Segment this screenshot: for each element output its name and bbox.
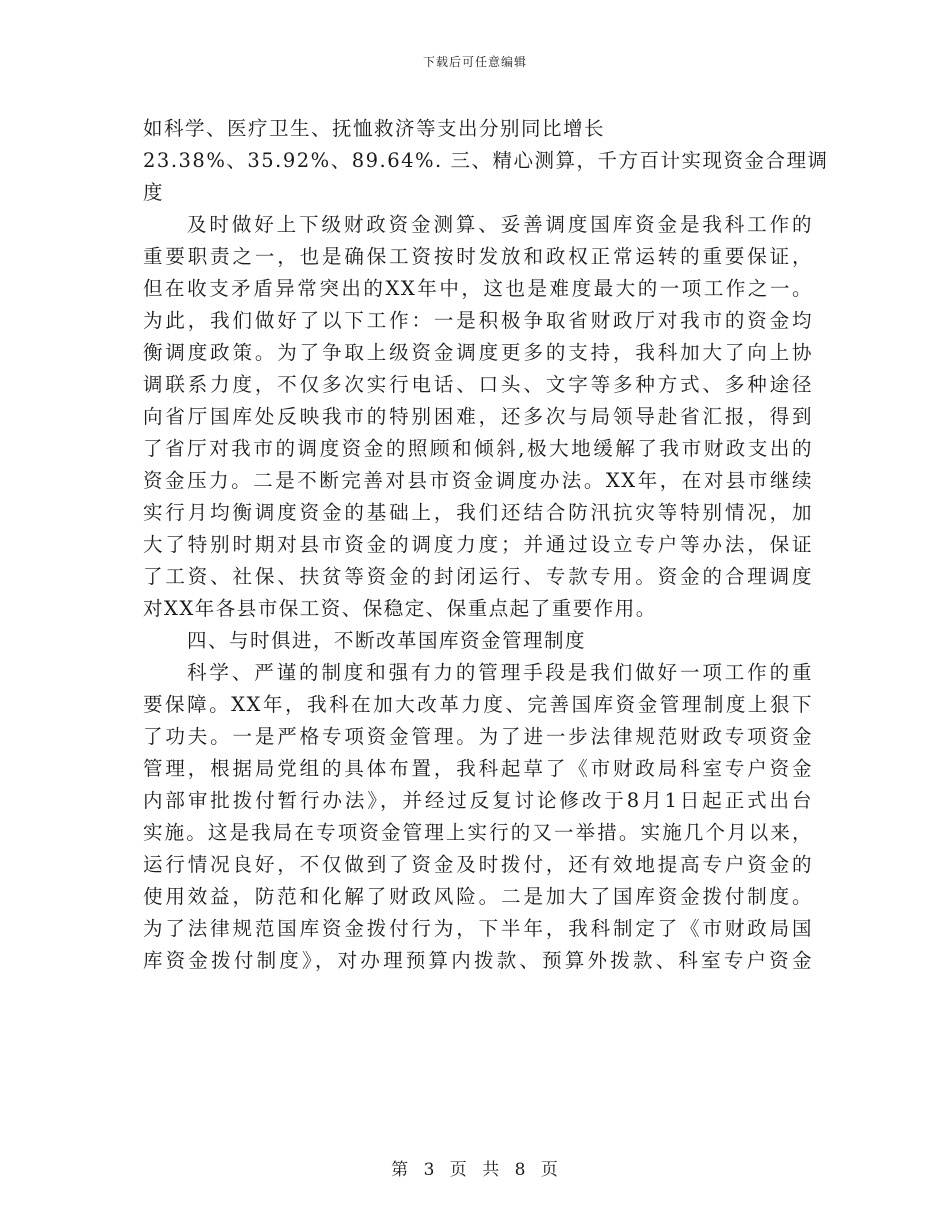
text-line: 为此，我们做好了以下工作：一是积极争取省财政厅对我市的资金均 [143, 309, 813, 332]
text-line: 资金压力。二是不断完善对县市资金调度办法。XX年，在对县市继续 [143, 469, 813, 492]
text-line: 实行月均衡调度资金的基础上，我们还结合防汛抗灾等特别情况，加 [143, 501, 813, 524]
paragraph-first-line: 科学、严谨的制度和强有力的管理手段是我们做好一项工作的重 [187, 661, 813, 684]
text-line: 衡调度政策。为了争取上级资金调度更多的支持，我科加大了向上协 [143, 341, 813, 364]
text-line: 使用效益，防范和化解了财政风险。二是加大了国库资金拨付制度。 [143, 885, 813, 908]
text-line: 管理，根据局党组的具体布置，我科起草了《市财政局科室专户资金 [143, 757, 813, 780]
text-line: 调联系力度，不仅多次实行电话、口头、文字等多种方式、多种途径 [143, 373, 813, 396]
text-line: 对XX年各县市保工资、保稳定、保重点起了重要作用。 [143, 597, 657, 620]
text-line: 如科学、医疗卫生、抚恤救济等支出分别同比增长 [143, 117, 606, 140]
text-line: 要保障。XX年，我科在加大改革力度、完善国库资金管理制度上狠下 [143, 693, 813, 716]
text-line: 重要职责之一，也是确保工资按时发放和政权正常运转的重要保证， [143, 245, 813, 268]
text-line: 为了法律规范国库资金拨付行为，下半年，我科制定了《市财政局国 [143, 917, 813, 940]
text-line: 向省厅国库处反映我市的特别困难，还多次与局领导赴省汇报，得到 [143, 405, 813, 428]
page-label-total: 共 [482, 1160, 501, 1180]
text-line: 大了特别时期对县市资金的调度力度；并通过设立专户等办法，保证 [143, 533, 813, 556]
section-heading: 四、与时俱进，不断改革国库资金管理制度 [187, 629, 587, 652]
text-line: 了功夫。一是严格专项资金管理。为了进一步法律规范财政专项资金 [143, 725, 813, 748]
document-body [143, 113, 829, 977]
page-label-prefix: 第 [391, 1160, 410, 1180]
page-footer [0, 1155, 950, 1180]
text-line: 度 [143, 181, 165, 204]
text-line: 了省厅对我市的调度资金的照顾和倾斜,极大地缓解了我市财政支出的 [143, 437, 813, 460]
page-label-mid: 页 [449, 1160, 468, 1180]
current-page-number: 3 [423, 1160, 436, 1180]
text-line: 运行情况良好，不仅做到了资金及时拨付，还有效地提高专户资金的 [143, 853, 813, 876]
text-line: 但在收支矛盾异常突出的XX年中，这也是难度最大的一项工作之一。 [143, 277, 813, 300]
total-page-number: 8 [514, 1160, 527, 1180]
page-header: 下载后可任意编辑 [422, 55, 527, 69]
paragraph-first-line: 及时做好上下级财政资金测算、妥善调度国库资金是我科工作的 [187, 213, 813, 236]
text-line: 实施。这是我局在专项资金管理上实行的又一举措。实施几个月以来， [143, 821, 813, 844]
page-label-suffix: 页 [540, 1160, 559, 1180]
text-line: 内部审批拨付暂行办法》，并经过反复讨论修改于8月1日起正式出台 [143, 789, 813, 812]
text-line: 了工资、社保、扶贫等资金的封闭运行、专款专用。资金的合理调度 [143, 565, 813, 588]
text-line: 23.38%、35.92%、89.64%. 三、精心测算，千方百计实现资金合理调 [143, 149, 829, 172]
text-line: 库资金拨付制度》，对办理预算内拨款、预算外拨款、科室专户资金 [143, 949, 813, 972]
